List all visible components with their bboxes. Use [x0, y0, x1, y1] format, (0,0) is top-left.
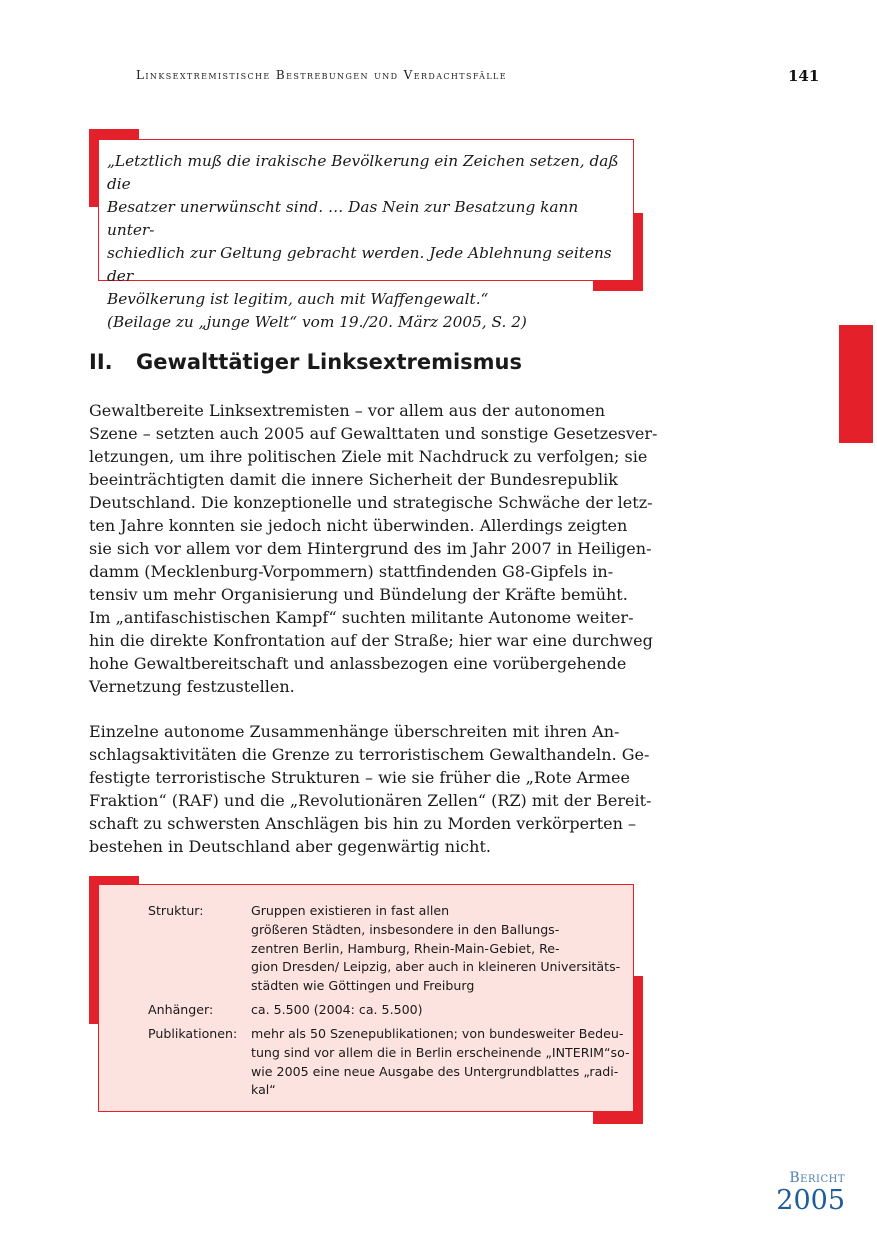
paragraph-line: ten Jahre konnten sie jedoch nicht überwinden. Allerdings zeigten: [89, 516, 628, 535]
quote-line: „Letztlich muß die irakische Bevölkerung ein Zeichen setzen, daß die: [107, 152, 619, 193]
paragraph-line: Gewaltbereite Linksextremisten – vor allem aus der autonomen: [89, 401, 606, 420]
paragraph-line: sie sich vor allem vor dem Hintergrund des im Jahr 2007 in Heiligen-: [89, 539, 652, 558]
fact-label: Publikationen:: [148, 1026, 238, 1041]
section-title: Gewalttätiger Linksextremismus: [136, 350, 523, 374]
fact-label: Struktur:: [148, 903, 204, 918]
paragraph-line: festigte terroristische Strukturen – wie sie früher die „Rote Armee: [89, 768, 630, 787]
paragraph-line: Deutschland. Die konzeptionelle und strategische Schwäche der letz-: [89, 493, 653, 512]
paragraph-line: letzungen, um ihre politischen Ziele mit Nachdruck zu verfolgen; sie: [89, 447, 648, 466]
fact-label: Anhänger:: [148, 1002, 214, 1017]
quote-box: [98, 139, 634, 331]
quote-line: schiedlich zur Geltung gebracht werden. Jede Ablehnung seitens der: [107, 244, 612, 285]
paragraph-line: Einzelne autonome Zusammenhänge überschreiten mit ihren An-: [89, 722, 620, 741]
paragraph-line: Im „antifaschistischen Kampf“ suchten militante Autonome weiter-: [89, 608, 634, 627]
fact-value-line: tung sind vor allem die in Berlin erscheinende „INTERIM“so-: [251, 1044, 630, 1060]
brand-year: 2005: [776, 1185, 845, 1216]
fact-value: [251, 902, 626, 996]
fact-box: [98, 884, 634, 1112]
paragraph-line: beeinträchtigten damit die innere Sicherheit der Bundesrepublik: [89, 470, 618, 489]
fact-value-line: gion Dresden/ Leipzig, aber auch in kleineren Universitäts-: [251, 959, 621, 975]
paragraph-line: hin die direkte Konfrontation auf der Straße; hier war eine durchweg: [89, 631, 653, 650]
fact-value-line: mehr als 50 Szenepublikationen; von bundesweiter Bedeu-: [251, 1026, 624, 1041]
paragraph-line: bestehen in Deutschland aber gegenwärtig nicht.: [89, 837, 491, 856]
quote-source: (Beilage zu „junge Welt“ vom 19./20. März 2005, S. 2): [107, 313, 527, 331]
paragraph-line: Szene – setzten auch 2005 auf Gewalttaten und sonstige Gesetzesver-: [89, 424, 658, 443]
body-paragraph: [89, 720, 652, 858]
running-header-title: Linksextremistische Bestrebungen und Verdachtsfälle: [136, 68, 507, 82]
fact-value: [251, 1001, 626, 1020]
fact-value: [251, 1025, 630, 1100]
body-paragraph: [89, 399, 658, 698]
section-heading: [89, 350, 522, 374]
paragraph-line: hohe Gewaltbereitschaft und anlassbezogen eine vorübergehende: [89, 654, 627, 673]
paragraph-line: schlagsaktivitäten die Grenze zu terroristischem Gewalthandeln. Ge-: [89, 745, 650, 764]
paragraph-line: damm (Mecklenburg-Vorpommern) stattfindenden G8-Gipfels in-: [89, 562, 614, 581]
fact-value-line: ca. 5.500 (2004: ca. 5.500): [251, 1002, 423, 1017]
fact-value-line: Gruppen existieren in fast allen: [251, 903, 450, 918]
fact-value-line: kal“: [251, 1082, 276, 1098]
paragraph-line: Vernetzung festzustellen.: [89, 677, 295, 696]
fact-value-line: größeren Städten, insbesondere in den Ballungs-: [251, 921, 560, 937]
paragraph-line: Fraktion“ (RAF) und die „Revolutionären Zellen“ (RZ) mit der Bereit-: [89, 791, 652, 810]
page-number: 141: [788, 67, 820, 85]
paragraph-line: tensiv um mehr Organisierung und Bündelung der Kräfte bemüht.: [89, 585, 628, 604]
paragraph-line: schaft zu schwersten Anschlägen bis hin zu Morden verkörperten –: [89, 814, 636, 833]
quote-line: Besatzer unerwünscht sind. … Das Nein zur Besatzung kann unter-: [107, 198, 579, 239]
fact-value-line: städten wie Göttingen und Freiburg: [251, 978, 475, 994]
fact-value-line: wie 2005 eine neue Ausgabe des Untergrundblattes „radi-: [251, 1063, 619, 1079]
report-brand-logo: [776, 1170, 845, 1216]
chapter-marker-tab: [839, 325, 873, 443]
fact-value-line: zentren Berlin, Hamburg, Rhein-Main-Gebiet, Re-: [251, 940, 560, 956]
section-number: II.: [89, 350, 113, 374]
quote-line: Bevölkerung ist legitim, auch mit Waffengewalt.“: [107, 290, 489, 308]
brand-word: Bericht: [789, 1170, 845, 1186]
